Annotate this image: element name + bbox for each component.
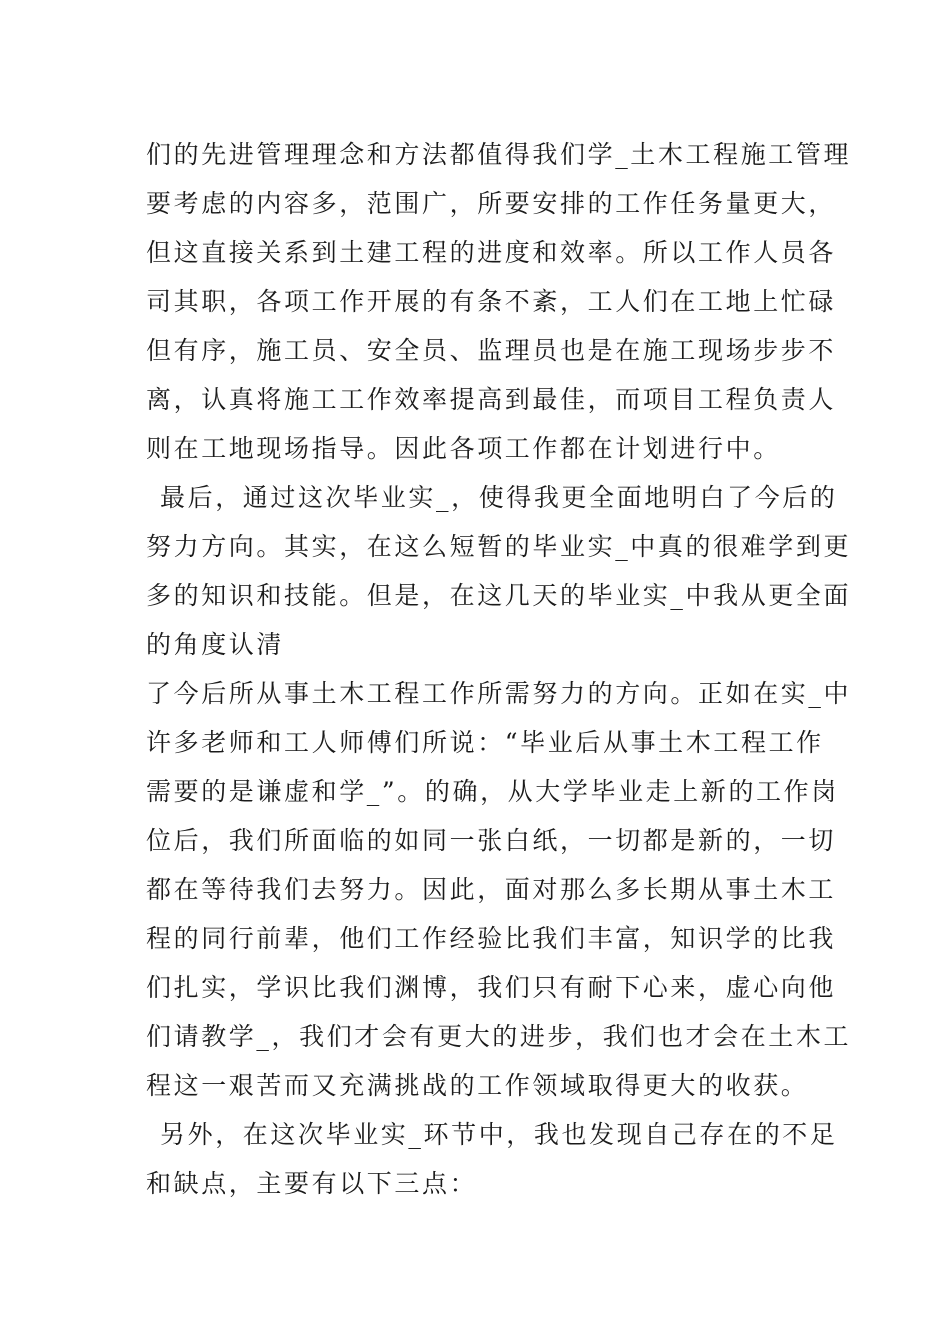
text-line: 和缺点，主要有以下三点： (146, 1169, 478, 1198)
text-line: 们扎实，学识比我们渊博，我们只有耐下心来，虚心向他 (146, 973, 837, 1002)
text-line: 程的同行前辈，他们工作经验比我们丰富，知识学的比我 (146, 924, 837, 953)
text-line: 都在等待我们去努力。因此，面对那么多长期从事土木工 (146, 875, 837, 904)
text-line: 们的先进管理理念和方法都值得我们学_土木工程施工管理 (146, 140, 852, 169)
text-line: 要考虑的内容多，范围广，所要安排的工作任务量更大， (146, 189, 837, 218)
text-line: 位后，我们所面临的如同一张白纸，一切都是新的，一切 (146, 826, 837, 855)
text-line: 多的知识和技能。但是，在这几天的毕业实_中我从更全面 (146, 581, 852, 610)
paragraph-first-line: 最后，通过这次毕业实_，使得我更全面地明白了今后的 (160, 483, 838, 512)
text-line: 努力方向。其实，在这么短暂的毕业实_中真的很难学到更 (146, 532, 852, 561)
text-line: 了今后所从事土木工程工作所需努力的方向。正如在实_中 (146, 679, 852, 708)
text-line: 则在工地现场指导。因此各项工作都在计划进行中。 (146, 434, 781, 463)
text-line: 们请教学_，我们才会有更大的进步，我们也才会在土木工 (146, 1022, 852, 1051)
text-line: 的角度认清 (146, 630, 285, 659)
text-line: 需要的是谦虚和学_”。的确，从大学毕业走上新的工作岗 (146, 777, 839, 806)
paragraph-first-line: 另外，在这次毕业实_环节中，我也发现自己存在的不足 (160, 1120, 838, 1149)
text-line: 许多老师和工人师傅们所说：“毕业后从事土木工程工作 (146, 728, 824, 757)
text-line: 程这一艰苦而又充满挑战的工作领域取得更大的收获。 (146, 1071, 809, 1100)
text-line: 离，认真将施工工作效率提高到最佳，而项目工程负责人 (146, 385, 837, 414)
text-line: 但这直接关系到土建工程的进度和效率。所以工作人员各 (146, 238, 837, 267)
text-line: 司其职，各项工作开展的有条不紊，工人们在工地上忙碌 (146, 287, 837, 316)
text-line: 但有序，施工员、安全员、监理员也是在施工现场步步不 (146, 336, 837, 365)
